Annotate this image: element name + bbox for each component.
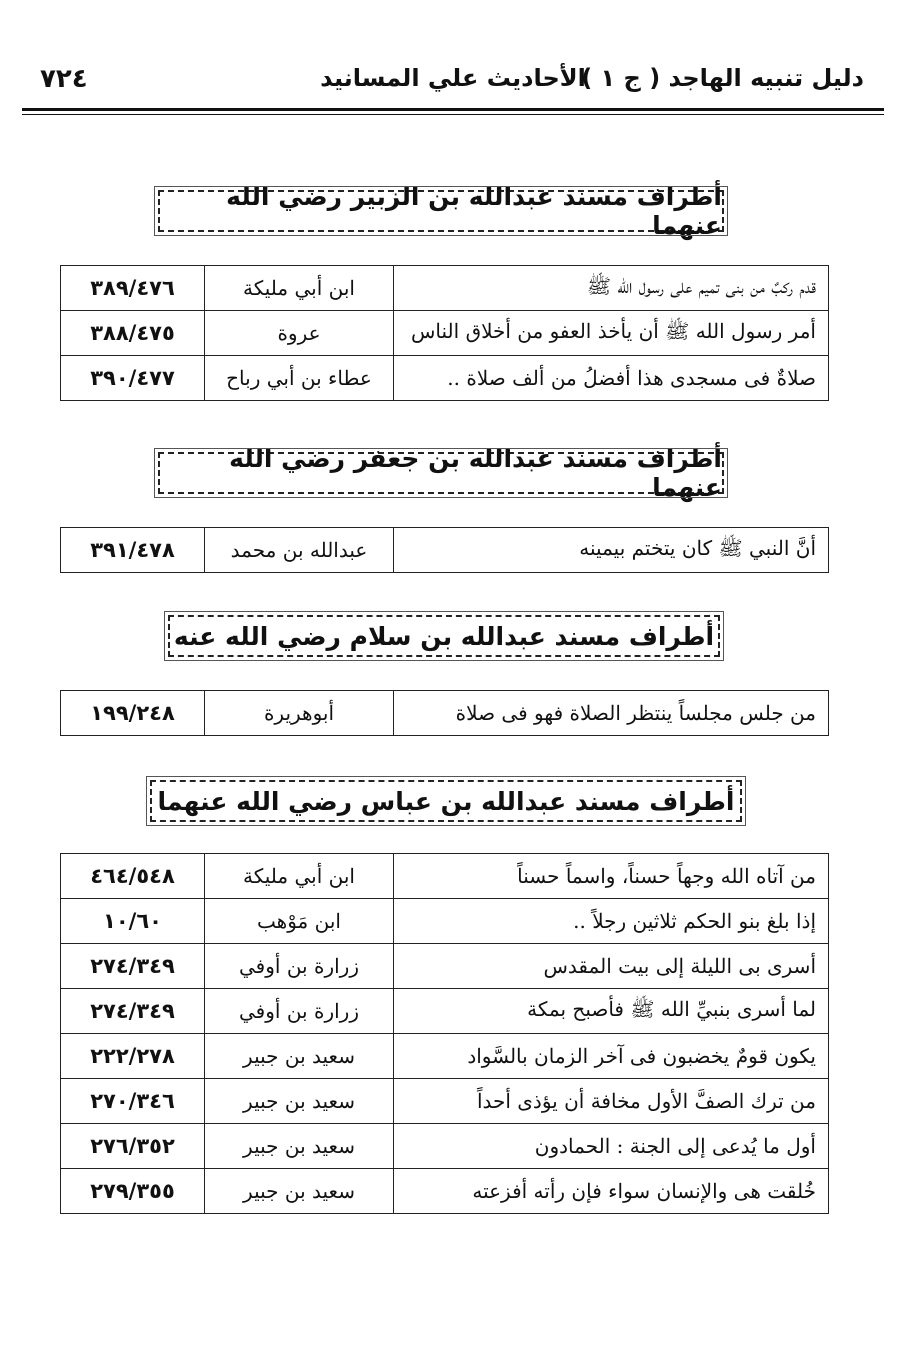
reference: ٣٩٠/٤٧٧ bbox=[61, 356, 205, 401]
reference: ١٩٩/٢٤٨ bbox=[61, 691, 205, 736]
hadith-text: قدم ركبٌ من بنى تميم على رسول الله ﷺ bbox=[394, 266, 829, 311]
hadith-table-ibn-abbas bbox=[60, 853, 829, 1214]
reference: ٣٨٩/٤٧٦ bbox=[61, 266, 205, 311]
table-row bbox=[61, 266, 829, 311]
running-title: الأحاديث علي المسانيد bbox=[320, 64, 586, 92]
reference: ٢٧٦/٣٥٢ bbox=[61, 1124, 205, 1169]
table-row bbox=[61, 311, 829, 356]
hadith-text: لما أسرى بنبيِّ الله ﷺ فأصبح بمكة bbox=[394, 989, 829, 1034]
table-row bbox=[61, 854, 829, 899]
reference: ٣٨٨/٤٧٥ bbox=[61, 311, 205, 356]
table-row bbox=[61, 1124, 829, 1169]
hadith-text: من جلس مجلساً ينتظر الصلاة فهو فى صلاة bbox=[394, 691, 829, 736]
hadith-text: أمر رسول الله ﷺ أن يأخذ العفو من أخلاق الناس bbox=[394, 311, 829, 356]
narrator: سعيد بن جبير bbox=[205, 1169, 394, 1214]
narrator: سعيد بن جبير bbox=[205, 1034, 394, 1079]
narrator: ابن أبي مليكة bbox=[205, 854, 394, 899]
table-row bbox=[61, 989, 829, 1034]
reference: ٢٧٤/٣٤٩ bbox=[61, 944, 205, 989]
reference: ٢٢٢/٢٧٨ bbox=[61, 1034, 205, 1079]
section-title-ibn-salam: أطراف مسند عبدالله بن سلام رضي الله عنه bbox=[168, 615, 720, 657]
header-rule bbox=[22, 108, 884, 111]
reference: ٢٧٤/٣٤٩ bbox=[61, 989, 205, 1034]
page-number: ٧٢٤ bbox=[40, 64, 88, 94]
hadith-text: أسرى بى الليلة إلى بيت المقدس bbox=[394, 944, 829, 989]
reference: ٣٩١/٤٧٨ bbox=[61, 528, 205, 573]
narrator: سعيد بن جبير bbox=[205, 1079, 394, 1124]
table-row bbox=[61, 1169, 829, 1214]
narrator: أبوهريرة bbox=[205, 691, 394, 736]
narrator: سعيد بن جبير bbox=[205, 1124, 394, 1169]
table-row bbox=[61, 899, 829, 944]
narrator: عطاء بن أبي رباح bbox=[205, 356, 394, 401]
section-title-ibn-abbas: أطراف مسند عبدالله بن عباس رضي الله عنهما bbox=[150, 780, 742, 822]
page-header bbox=[22, 58, 884, 108]
table-row bbox=[61, 528, 829, 573]
table-row bbox=[61, 691, 829, 736]
table-row bbox=[61, 356, 829, 401]
section-title-ibn-jafar: أطراف مسند عبدالله بن جعفر رضي الله عنهما bbox=[158, 452, 724, 494]
hadith-text: أنَّ النبي ﷺ كان يتختم بيمينه bbox=[394, 528, 829, 573]
hadith-text: خُلقت هى والإنسان سواء فإن رأته أفزعته bbox=[394, 1169, 829, 1214]
header-rule-thin bbox=[22, 114, 884, 115]
hadith-text: صلاةٌ فى مسجدى هذا أفضلُ من ألف صلاة .. bbox=[394, 356, 829, 401]
narrator: عروة bbox=[205, 311, 394, 356]
hadith-text: إذا بلغ بنو الحكم ثلاثين رجلاً .. bbox=[394, 899, 829, 944]
hadith-table-ibn-zubair bbox=[60, 265, 829, 401]
narrator: زرارة بن أوفي bbox=[205, 989, 394, 1034]
hadith-table-ibn-jafar bbox=[60, 527, 829, 573]
book-title: دليل تنبيه الهاجد ( ج ١ ) bbox=[581, 64, 864, 92]
hadith-text: من آتاه الله وجهاً حسناً، واسماً حسناً bbox=[394, 854, 829, 899]
reference: ٢٧٩/٣٥٥ bbox=[61, 1169, 205, 1214]
narrator: ابن أبي مليكة bbox=[205, 266, 394, 311]
narrator: عبدالله بن محمد bbox=[205, 528, 394, 573]
hadith-text: أول ما يُدعى إلى الجنة : الحمادون bbox=[394, 1124, 829, 1169]
table-row bbox=[61, 944, 829, 989]
section-title-ibn-zubair: أطراف مسند عبدالله بن الزبير رضي الله عنهما bbox=[158, 190, 724, 232]
table-row bbox=[61, 1079, 829, 1124]
reference: ٢٧٠/٣٤٦ bbox=[61, 1079, 205, 1124]
narrator: زرارة بن أوفي bbox=[205, 944, 394, 989]
hadith-text: يكون قومٌ يخضبون فى آخر الزمان بالسَّواد bbox=[394, 1034, 829, 1079]
hadith-text: من ترك الصفَّ الأول مخافة أن يؤذى أحداً bbox=[394, 1079, 829, 1124]
table-row bbox=[61, 1034, 829, 1079]
reference: ١٠/٦٠ bbox=[61, 899, 205, 944]
narrator: ابن مَوْهب bbox=[205, 899, 394, 944]
reference: ٤٦٤/٥٤٨ bbox=[61, 854, 205, 899]
hadith-table-ibn-salam bbox=[60, 690, 829, 736]
